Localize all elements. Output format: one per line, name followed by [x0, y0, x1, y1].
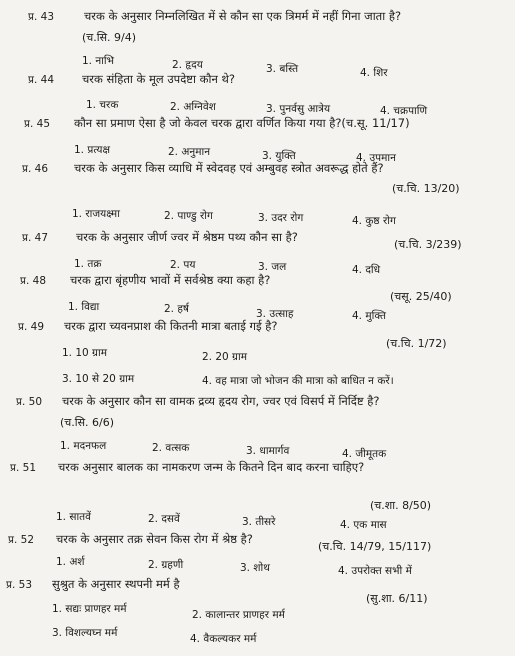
option-2: 2. दसवें: [148, 513, 180, 525]
question-text: चरक द्वारा च्यवनप्राश की कितनी मात्रा बताई गई है?: [64, 319, 278, 333]
option-4: 4. मुक्ति: [352, 310, 386, 322]
option-4: 4. दधि: [352, 264, 381, 276]
option-1: 1. सद्यः प्राणहर मर्म: [52, 603, 127, 615]
option-2: 2. कालान्तर प्राणहर मर्म: [192, 609, 285, 621]
question-reference: (च.चि. 13/20): [392, 182, 460, 195]
option-3: 3. विशल्यघ्न मर्म: [52, 627, 118, 639]
question-number: प्र. 51: [10, 462, 37, 474]
question-number: प्र. 49: [18, 321, 45, 333]
option-3: 3. धामार्गव: [246, 445, 290, 457]
option-4: 4. कुष्ठ रोग: [352, 215, 396, 227]
option-2: 2. अनुमान: [168, 146, 211, 158]
question-text: सुश्रुत के अनुसार स्थपनी मर्म है: [52, 577, 180, 591]
question-number: प्र. 46: [22, 163, 49, 175]
option-2: 2. वत्सक: [152, 442, 190, 454]
question-reference: (च.शा. 8/50): [370, 499, 432, 512]
question-number: प्र. 50: [16, 396, 43, 408]
option-1: 1. नाभि: [82, 55, 115, 67]
option-4: 4. चक्रपाणि: [380, 105, 428, 117]
question-number: प्र. 43: [28, 11, 55, 23]
option-2: 2. अग्निवेश: [170, 101, 216, 113]
option-1: 1. सातवें: [56, 511, 91, 523]
option-4: 4. उपमान: [356, 152, 396, 164]
question-reference: (च.सि. 9/4): [82, 31, 137, 44]
option-3: 3. बस्ति: [266, 63, 299, 75]
option-1: 1. अर्श: [56, 556, 85, 568]
option-3: 3. उत्साह: [256, 308, 294, 320]
option-3: 3. पुनर्वसु आत्रेय: [266, 103, 331, 115]
option-1: 1. प्रत्यक्ष: [74, 144, 110, 156]
question-number: प्र. 45: [24, 118, 51, 130]
option-1: 1. राजयक्ष्मा: [72, 208, 120, 220]
question-text: चरक अनुसार बालक का नामकरण जन्म के कितने दिन बाद करना चाहिए?: [58, 460, 365, 474]
option-3: 3. 10 से 20 ग्राम: [62, 373, 135, 385]
option-2: 2. 20 ग्राम: [202, 351, 247, 363]
option-2: 2. ग्रहणी: [148, 559, 184, 571]
option-1: 1. तक्र: [74, 258, 102, 270]
option-2: 2. पाण्डु रोग: [164, 210, 213, 222]
option-3: 3. तीसरे: [242, 516, 276, 528]
question-reference: (सु.शा. 6/11): [366, 592, 428, 605]
question-number: प्र. 52: [8, 534, 35, 546]
option-2: 2. हर्ष: [164, 303, 190, 315]
question-text: कौन सा प्रमाण ऐसा है जो केवल चरक द्वारा वर्णित किया गया है?(च.सू. 11/17): [74, 116, 410, 130]
option-4: 4. जीमूतक: [342, 448, 387, 460]
question-text: चरक के अनुसार निम्नलिखित में से कौन सा एक त्रिमर्म में नहीं गिना जाता है?: [84, 9, 402, 23]
option-1: 1. 10 ग्राम: [62, 347, 107, 359]
option-4: 4. उपरोक्त सभी में: [338, 565, 412, 577]
question-reference: (च.चि. 1/72): [386, 337, 447, 350]
question-text: चरक संहिता के मूल उपदेष्टा कौन थे?: [82, 72, 235, 86]
option-3: 3. जल: [258, 261, 287, 273]
option-1: 1. मदनफल: [60, 440, 107, 452]
question-text: चरक के अनुसार किस व्याधि में स्वेदवह एवं अम्बुवह स्त्रोत अवरूद्ध होते हैं?: [74, 161, 384, 175]
question-text: चरक द्वारा बृंहणीय भावों में सर्वश्रेष्ठ क्या कहा है?: [70, 273, 271, 287]
option-3: 3. उदर रोग: [258, 212, 304, 224]
question-number: प्र. 44: [28, 74, 55, 86]
question-text: चरक के अनुसार जीर्ण ज्वर में श्रेष्ठम पथ्य कौन सा है?: [76, 230, 298, 244]
option-1: 1. चरक: [86, 99, 119, 111]
option-4: 4. वैकल्यकर मर्म: [190, 633, 257, 645]
option-3: 3. शोथ: [240, 562, 270, 574]
option-4: 4. एक मास: [340, 519, 387, 531]
question-reference: (च.चि. 14/79, 15/117): [318, 540, 432, 553]
question-number: प्र. 53: [6, 579, 33, 591]
question-reference: (चसू. 25/40): [390, 290, 452, 303]
option-3: 3. युक्ति: [262, 150, 296, 162]
option-2: 2. हृदय: [172, 59, 203, 71]
option-4: 4. वह मात्रा जो भोजन की मात्रा को बाधित न करें।: [202, 375, 394, 387]
option-1: 1. विद्या: [68, 301, 100, 313]
question-reference: (च.चि. 3/239): [394, 238, 462, 251]
question-number: प्र. 48: [20, 275, 47, 287]
question-number: प्र. 47: [22, 232, 49, 244]
option-2: 2. पय: [170, 259, 196, 271]
question-text: चरक के अनुसार तक्र सेवन किस रोग में श्रेष्ठ है?: [56, 532, 253, 546]
question-text: चरक के अनुसार कौन सा वामक द्रव्य हृदय रोग, ज्वर एवं विसर्प में निर्दिष्ट है?: [62, 394, 380, 408]
option-4: 4. शिर: [360, 67, 388, 79]
question-reference: (च.सि. 6/6): [60, 416, 115, 429]
